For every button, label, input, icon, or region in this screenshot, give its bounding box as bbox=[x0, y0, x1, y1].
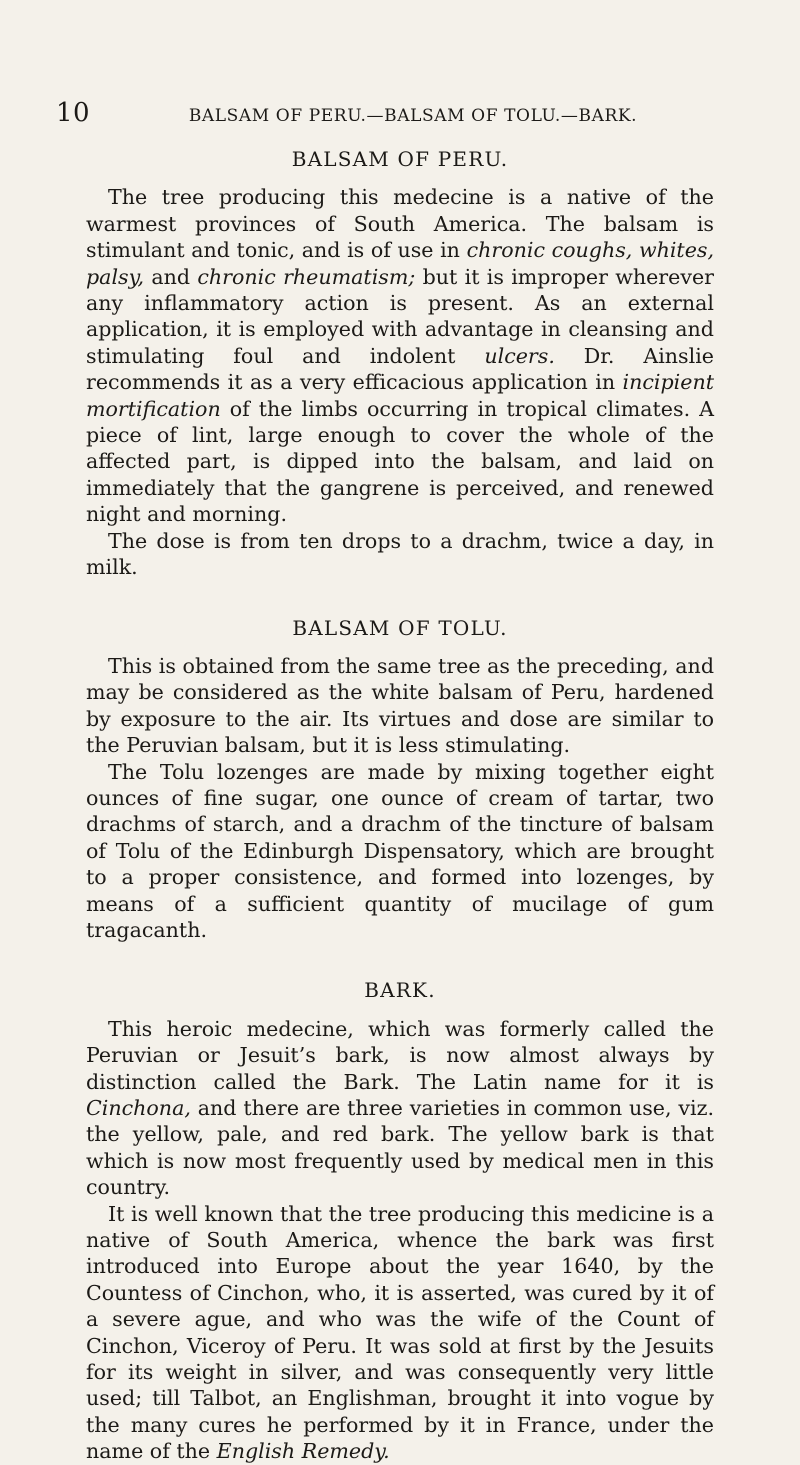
italic-text: chronic coughs, whites, palsy, bbox=[86, 238, 715, 289]
page-number: 10 bbox=[56, 98, 90, 128]
text-run: The Tolu lozenges are made by mixing together eight ounces of fine sugar, one ounce of cream of tartar, two drachms of starch, and a drachm of the tincture of balsam of Tolu of the Edinburgh Dispensatory, which are brought to a proper consistence, and formed into lozenges, by means of a sufficient quantity of mucilage of gum tragacanth. bbox=[86, 759, 714, 942]
running-head bbox=[56, 98, 740, 128]
text-run: and there are three varieties in common use, viz. the yellow, pale, and red bark. The yellow bark is that which is now most frequently used by medical men in this country. bbox=[86, 1096, 714, 1200]
paragraph bbox=[86, 759, 714, 944]
text-run: It is well known that the tree producing this medicine is a native of South America, whence the bark was first introduced into Europe about the year 1640, by the Countess of Cinchon, who, it is asserted, was cured by it of a severe ague, and who was the wife of the Count of Cinchon, Viceroy of Peru. It was sold at first by the Jesuits for its weight in silver, and was consequently very little used; till Talbot, an Englishman, brought it into vogue by the many cures he performed by it in France, under the name of the bbox=[86, 1201, 714, 1464]
text-run: but it is improper wherever any inflammatory action is present. As an external application, it is employed with advantage in cleansing and stimulating foul and indolent bbox=[86, 264, 714, 368]
italic-text: chronic rheumatism; bbox=[197, 264, 416, 289]
italic-text: English Remedy. bbox=[216, 1439, 390, 1464]
paragraph bbox=[86, 184, 714, 527]
page-body bbox=[86, 146, 714, 1465]
text-run: This heroic medecine, which was formerly called the Peruvian or Jesuit’s bark, is now almost always by distinction called the Bark. The Latin name for it is bbox=[86, 1016, 714, 1094]
paragraph bbox=[86, 1201, 714, 1465]
italic-text: ulcers. bbox=[484, 343, 555, 368]
section-heading-bark: BARK. bbox=[364, 978, 436, 1003]
text-run: This is obtained from the same tree as the preceding, and may be considered as the white balsam of Peru, hardened by exposure to the air. Its virtues and dose are similar to the Peruvian balsam, but it is less stimulating. bbox=[86, 653, 714, 758]
paragraph bbox=[86, 653, 714, 759]
text-run: The tree producing this medecine is a native of the warmest provinces of South America. The balsam is stimulant and tonic, and is of use in bbox=[86, 185, 714, 263]
paragraph bbox=[86, 528, 714, 581]
paragraph bbox=[86, 1016, 714, 1201]
running-head-title: BALSAM OF PERU.—BALSAM OF TOLU.—BARK. bbox=[188, 106, 638, 126]
section-heading-balsam-of-peru: BALSAM OF PERU. bbox=[291, 147, 509, 171]
text-run: and bbox=[144, 264, 198, 289]
italic-text: Cinchona, bbox=[86, 1096, 191, 1120]
section-heading-balsam-of-tolu: BALSAM OF TOLU. bbox=[292, 615, 508, 640]
italic-text: incipient mortification bbox=[86, 370, 714, 421]
text-run: of the limbs occurring in tropical climates. A piece of lint, large enough to cover the whole of the affected part, is dipped into the balsam, and laid on immediately that the gangrene is perceived, and renewed night and morning. bbox=[86, 396, 714, 527]
text-run: The dose is from ten drops to a drachm, twice a day, in milk. bbox=[86, 528, 714, 580]
text-run: Dr. Ainslie recommends it as a very efficacious application in bbox=[86, 343, 714, 395]
